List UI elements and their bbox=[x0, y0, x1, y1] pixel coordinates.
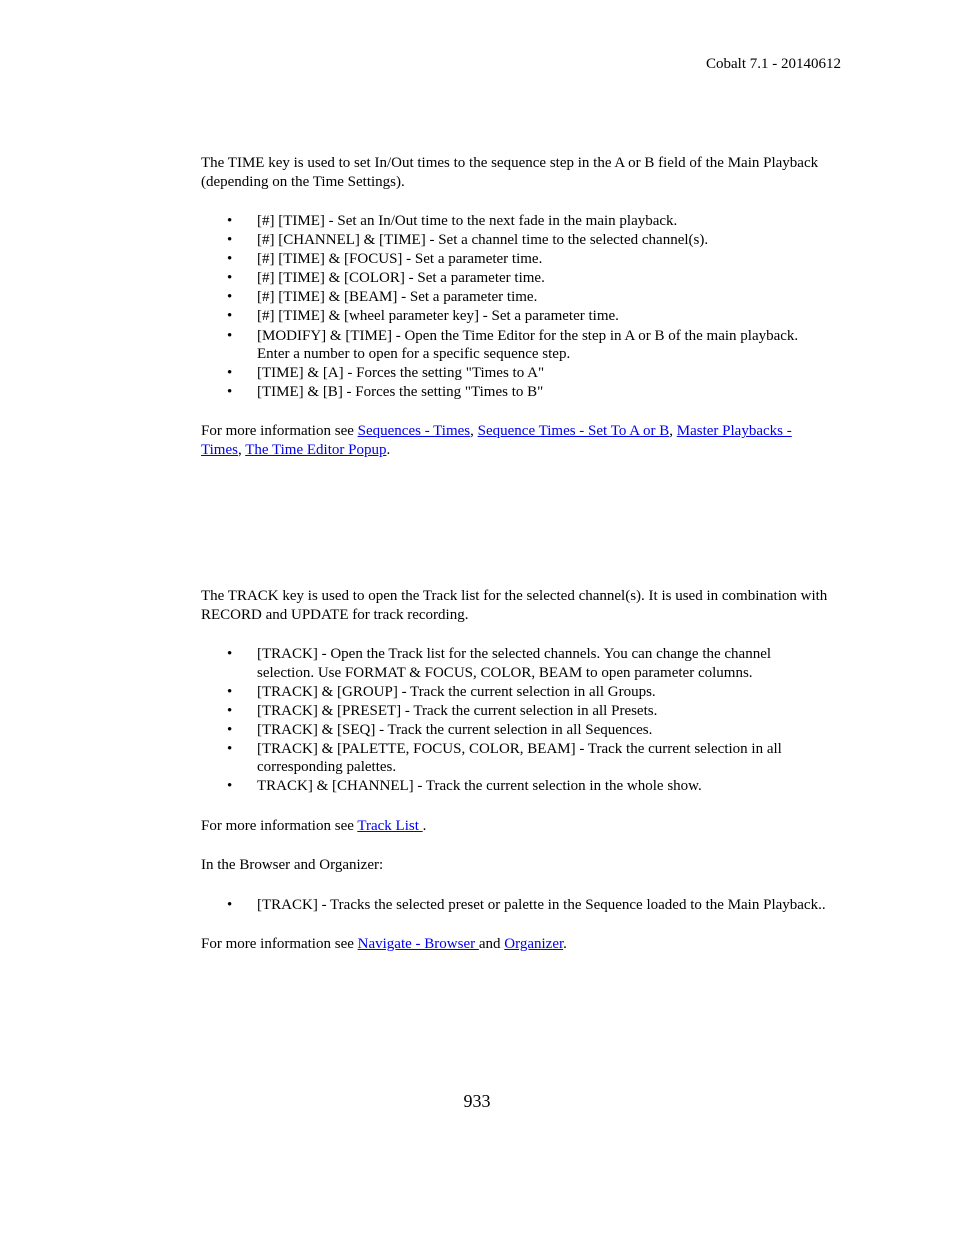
list-item: • [#] [CHANNEL] & [TIME] - Set a channel time to the selected channel(s). bbox=[201, 231, 831, 250]
page-header: Cobalt 7.1 - 20140612 bbox=[706, 56, 841, 72]
link-organizer[interactable]: Organizer bbox=[504, 935, 564, 952]
list-item: • [#] [TIME] & [BEAM] - Set a parameter time. bbox=[201, 288, 831, 307]
page-number: 933 bbox=[463, 1091, 491, 1111]
list-item: • [TIME] & [B] - Forces the setting "Times to B" bbox=[201, 383, 831, 402]
list-item: • [#] [TIME] & [wheel parameter key] - Set a parameter time. bbox=[201, 307, 831, 326]
list-item: • [TIME] & [A] - Forces the setting "Times to A" bbox=[201, 364, 831, 383]
list-item: • [#] [TIME] & [FOCUS] - Set a parameter time. bbox=[201, 250, 831, 269]
list-item: • [TRACK] & [GROUP] - Track the current selection in all Groups. bbox=[201, 683, 831, 702]
list-item: • [MODIFY] & [TIME] - Open the Time Editor for the step in A or B of the main playback. Enter a number to open for a specific sequence step. bbox=[201, 327, 831, 364]
browser-organizer-list bbox=[201, 896, 831, 915]
list-item: • [#] [TIME] - Set an In/Out time to the next fade in the main playback. bbox=[201, 212, 831, 231]
time-key-list bbox=[201, 212, 831, 402]
track-key-section bbox=[201, 587, 831, 953]
link-sequence-times-set-to-a-or-b[interactable]: Sequence Times - Set To A or B bbox=[477, 423, 670, 440]
time-key-section bbox=[201, 154, 831, 459]
link-sequences-times[interactable]: Sequences - Times bbox=[357, 423, 471, 440]
track-more-info: For more information see Track List . bbox=[201, 817, 427, 834]
list-item: • [#] [TIME] & [COLOR] - Set a parameter time. bbox=[201, 269, 831, 288]
list-item: • TRACK] & [CHANNEL] - Track the current selection in the whole show. bbox=[201, 777, 831, 796]
browser-organizer-heading: In the Browser and Organizer: bbox=[201, 857, 384, 874]
link-track-list[interactable]: Track List bbox=[357, 817, 423, 834]
list-item: • [TRACK] & [SEQ] - Track the current selection in all Sequences. bbox=[201, 721, 831, 740]
list-item: • [TRACK] - Tracks the selected preset or palette in the Sequence loaded to the Main Playback.. bbox=[201, 896, 831, 915]
browser-more-info: For more information see Navigate - Browser and Organizer. bbox=[201, 935, 567, 952]
list-item: • [TRACK] & [PRESET] - Track the current selection in all Presets. bbox=[201, 702, 831, 721]
list-item: • [TRACK] & [PALETTE, FOCUS, COLOR, BEAM] - Track the current selection in all corresponding palettes. bbox=[201, 740, 831, 777]
list-item: • [TRACK] - Open the Track list for the selected channels. You can change the channel selection. Use FORMAT & FOCUS, COLOR, BEAM to open parameter columns. bbox=[201, 645, 831, 682]
link-time-editor-popup[interactable]: The Time Editor Popup bbox=[245, 441, 387, 458]
link-master-playbacks-times[interactable]: Master Playbacks - Times bbox=[201, 423, 792, 458]
track-key-list bbox=[201, 645, 831, 796]
time-more-info: For more information see Sequences - Times, Sequence Times - Set To A or B, Master Playbacks - Times, The Time Editor Popup. bbox=[201, 423, 792, 458]
time-intro: The TIME key is used to set In/Out times to the sequence step in the A or B field of the Main Playback (depending on the Time Settings). bbox=[201, 155, 819, 190]
track-intro: The TRACK key is used to open the Track list for the selected channel(s). It is used in combination with RECORD and UPDATE for track recording. bbox=[201, 588, 828, 623]
link-navigate-browser[interactable]: Navigate - Browser bbox=[357, 935, 479, 952]
